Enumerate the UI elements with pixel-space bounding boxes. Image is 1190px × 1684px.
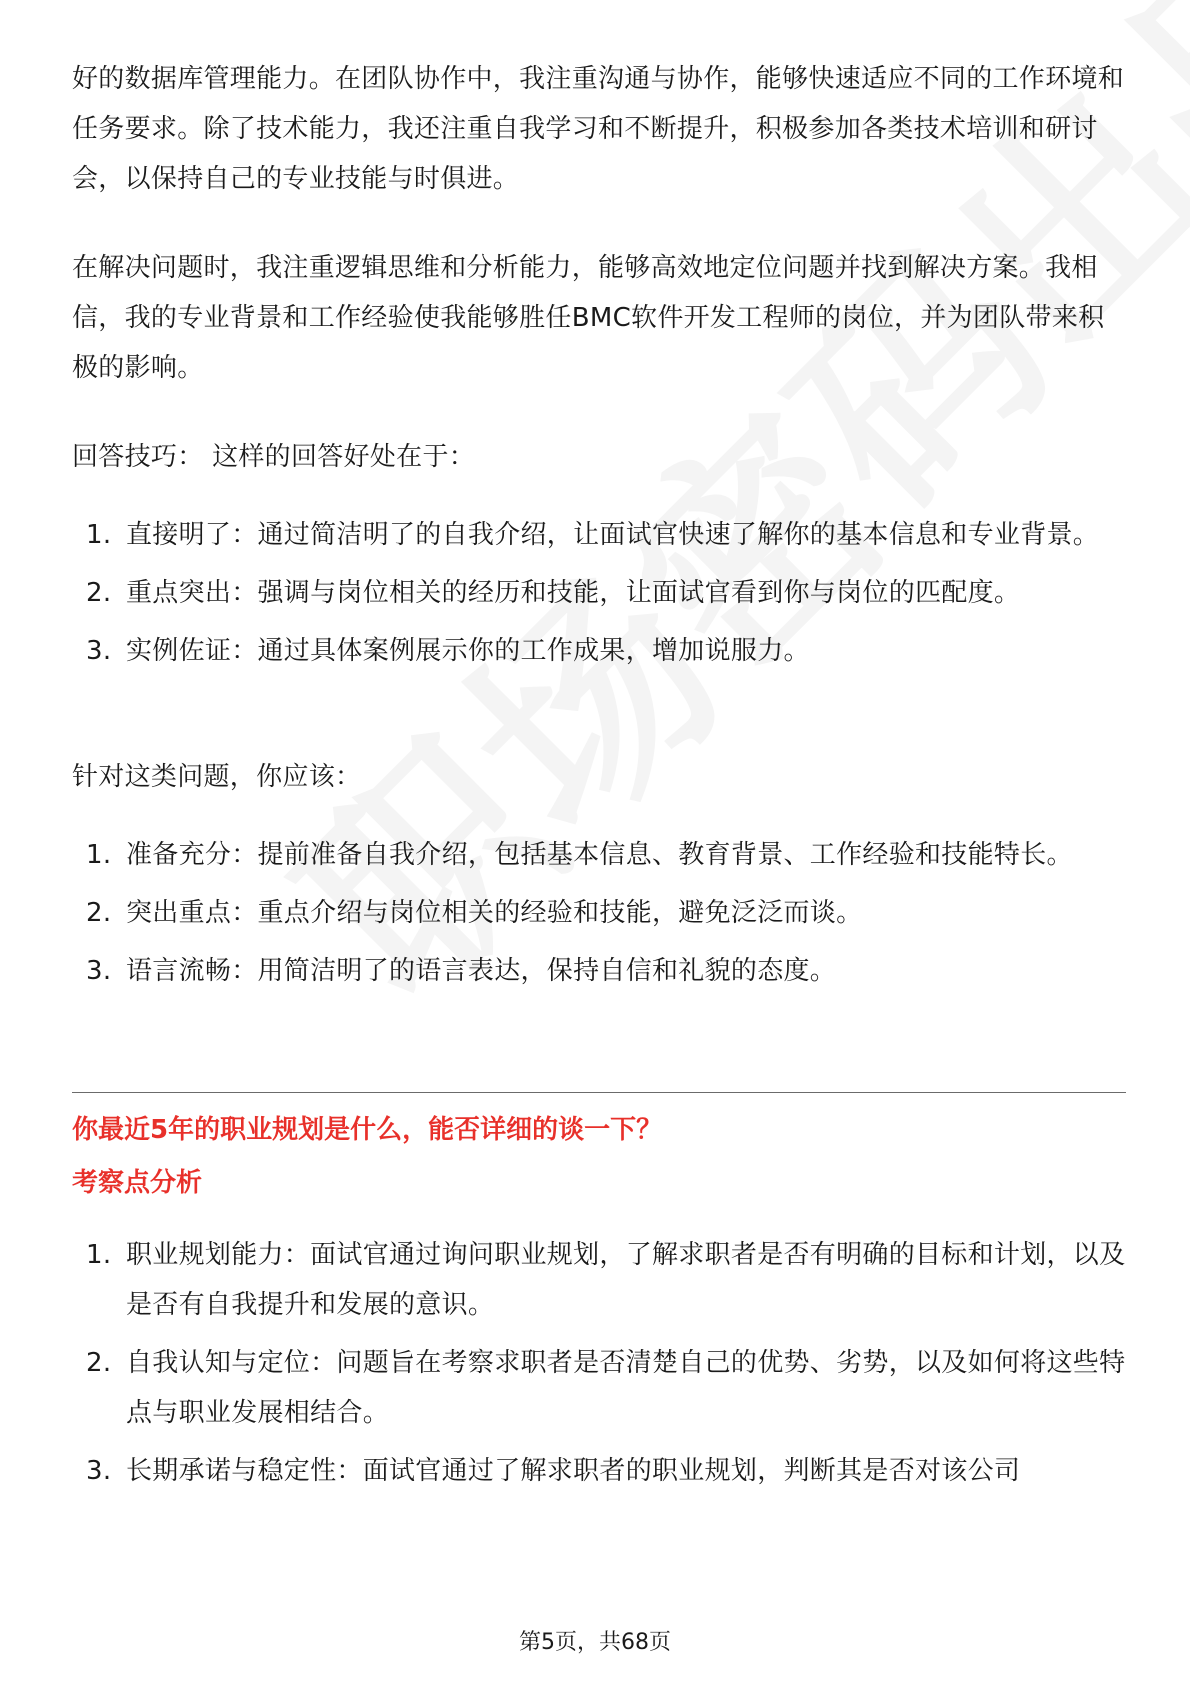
list-text: 重点突出：强调与岗位相关的经历和技能，让面试官看到你与岗位的匹配度。 bbox=[126, 578, 1021, 608]
page-number: 第5页，共68页 bbox=[519, 1630, 671, 1655]
list-item bbox=[72, 830, 1126, 880]
list-text: 自我认知与定位：问题旨在考察求职者是否清楚自己的优势、劣势，以及如何将这些特点与职业发展相结合。 bbox=[126, 1348, 1126, 1428]
list-item bbox=[72, 1338, 1126, 1438]
list-text: 长期承诺与稳定性：面试官通过了解求职者的职业规划，判断其是否对该公司 bbox=[126, 1456, 1021, 1486]
list-text: 突出重点：重点介绍与岗位相关的经验和技能，避免泛泛而谈。 bbox=[126, 898, 863, 928]
list-item bbox=[72, 1446, 1126, 1496]
list-text: 准备充分：提前准备自我介绍，包括基本信息、教育背景、工作经验和技能特长。 bbox=[126, 840, 1073, 870]
list-item bbox=[72, 568, 1126, 618]
document-page bbox=[72, 0, 1126, 1684]
advice-label: 针对这类问题，你应该： bbox=[72, 762, 362, 792]
intro-paragraph-2: 在解决问题时，我注重逻辑思维和分析能力，能够高效地定位问题并找到解决方案。我相信，我的专业背景和工作经验使我能够胜任BMC软件开发工程师的岗位，并为团队带来积极的影响。 bbox=[72, 253, 1105, 383]
list-number: 2. bbox=[86, 578, 112, 608]
intro-paragraph-1: 好的数据库管理能力。在团队协作中，我注重沟通与协作，能够快速适应不同的工作环境和任务要求。除了技术能力，我还注重自我学习和不断提升，积极参加各类技术培训和研讨会，以保持自己的专业技能与时俱进。 bbox=[72, 64, 1125, 194]
list-text: 语言流畅：用简洁明了的语言表达，保持自信和礼貌的态度。 bbox=[126, 956, 837, 986]
analysis-heading: 考察点分析 bbox=[72, 1168, 203, 1198]
list-number: 1. bbox=[86, 1240, 112, 1270]
list-number: 1. bbox=[86, 520, 112, 550]
list-item bbox=[72, 1230, 1126, 1330]
list-number: 3. bbox=[86, 1456, 112, 1486]
section-divider bbox=[72, 1092, 1126, 1093]
list-item bbox=[72, 626, 1126, 676]
list-number: 2. bbox=[86, 1348, 112, 1378]
list-item bbox=[72, 888, 1126, 938]
list-number: 3. bbox=[86, 956, 112, 986]
tips-label: 回答技巧： 这样的回答好处在于： bbox=[72, 442, 476, 472]
list-number: 1. bbox=[86, 840, 112, 870]
analysis-list bbox=[72, 1230, 1126, 1504]
list-item bbox=[72, 510, 1126, 560]
list-number: 3. bbox=[86, 636, 112, 666]
advice-list bbox=[72, 830, 1126, 1004]
tips-list bbox=[72, 510, 1126, 684]
question-title: 你最近5年的职业规划是什么，能否详细的谈一下？ bbox=[72, 1115, 663, 1145]
list-text: 直接明了：通过简洁明了的自我介绍，让面试官快速了解你的基本信息和专业背景。 bbox=[126, 520, 1100, 550]
list-text: 职业规划能力：面试官通过询问职业规划，了解求职者是否有明确的目标和计划，以及是否有自我提升和发展的意识。 bbox=[126, 1240, 1126, 1320]
list-number: 2. bbox=[86, 898, 112, 928]
list-item bbox=[72, 946, 1126, 996]
list-text: 实例佐证：通过具体案例展示你的工作成果，增加说服力。 bbox=[126, 636, 810, 666]
